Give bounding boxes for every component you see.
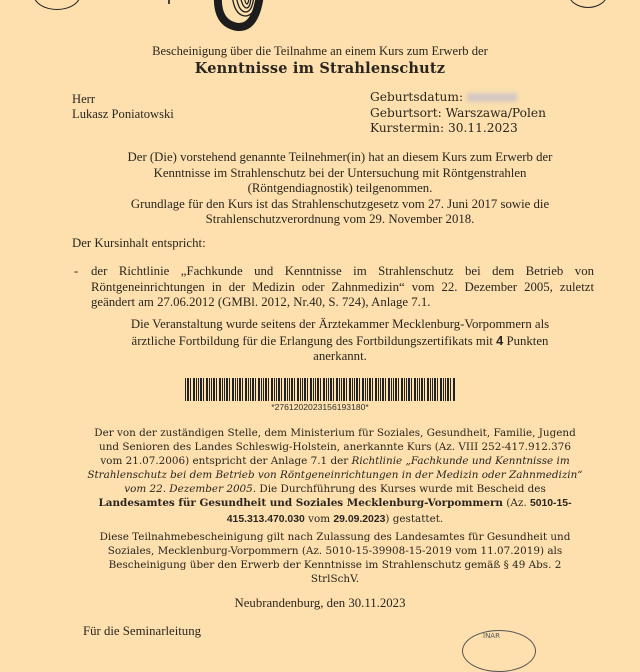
text-segment: ärztliche Fortbildung für die Erlangung des Fortbildungszertifikats mit xyxy=(131,333,497,348)
paragraph-line: Der (Die) vorstehend genannte Teilnehmer(in) hat an diesem Kurs zum Erwerb der xyxy=(127,150,553,164)
paragraph-line xyxy=(40,333,640,350)
paragraph-line: StrlSchV. xyxy=(310,573,360,586)
paragraph-line xyxy=(30,512,640,527)
salutation: Herr xyxy=(72,92,96,106)
paragraph-line: Der von der zuständigen Stelle, dem Ministerium für Soziales, Gesundheit, Familie, Jugend xyxy=(94,427,576,439)
paragraph-line xyxy=(30,454,640,468)
paragraph-line: Bescheinigung über den Erwerb der Kenntnisse im Strahlenschutz gemäß § 49 Abs. 2 xyxy=(108,559,562,572)
certificate-title: Kenntnisse im Strahlenschutz xyxy=(194,60,446,77)
participant-block xyxy=(72,92,174,122)
reference-number: 5010-15- xyxy=(529,498,572,510)
text-segment: Richtlinie „Fachkunde und Kenntnisse im xyxy=(351,455,570,468)
birth-place-value: Warszawa/Polen xyxy=(445,105,546,120)
signature-label: Für die Seminarleitung xyxy=(83,624,201,638)
text-segment: vom xyxy=(304,512,334,525)
paragraph-line xyxy=(30,496,640,511)
ministry-paragraph xyxy=(30,426,640,527)
barcode-number: *2761202023156193180* xyxy=(271,402,369,412)
bullet-text: der Richtlinie „Fachkunde und Kenntnisse im Strahlenschutz bei dem Betrieb von Röntgeneinrichtungen in der Medizin oder Zahnmedizin“ vom 22. Dezember 2005, zuletzt geändert am 27.06.2012 (GMBl. 2012, Nr.40, S. 724), Anlage 7.1. xyxy=(91,264,594,310)
left-emblem-icon xyxy=(33,0,81,10)
points-value: 4 xyxy=(496,332,504,348)
text-segment: Punkten xyxy=(503,333,549,348)
paragraph-line: Soziales, Mecklenburg-Vorpommern (Az. 5010-15-39908-15-2019 vom 11.07.2019) als xyxy=(107,545,563,558)
text-segment: (Az. xyxy=(502,497,530,510)
certificate-subtitle: Bescheinigung über die Teilnahme an einem Kurs zum Erwerb der xyxy=(152,44,488,58)
reference-number: 415.313.470.030 xyxy=(226,513,305,525)
paragraph-line: Kenntnisse im Strahlenschutz bei der Untersuchung mit Röntgenstrahlen xyxy=(153,165,527,180)
validity-paragraph xyxy=(30,530,640,586)
bullet-dash: - xyxy=(74,264,79,278)
approval-date: 29.09.2023 xyxy=(333,513,386,525)
header-mark xyxy=(168,0,170,4)
right-emblem-icon xyxy=(568,0,608,8)
details-block xyxy=(370,90,546,137)
participant-name: Lukasz Poniatowski xyxy=(72,107,174,121)
paragraph-line: (Röntgendiagnostik) teilgenommen. xyxy=(247,181,433,196)
guideline-bullet xyxy=(74,264,594,311)
authority-name: Landesamtes für Gesundheit und Soziales Mecklenburg-Vorpommern xyxy=(98,497,503,510)
text-segment: vom 21.07.2006) entspricht der Anlage 7.1 der xyxy=(100,455,352,468)
birth-place-row xyxy=(370,106,546,122)
paragraph-line: Diese Teilnahmebescheinigung gilt nach Zulassung des Landesamtes für Gesundheit und xyxy=(99,531,571,543)
paragraph-line xyxy=(30,468,640,482)
course-date-row xyxy=(370,121,546,137)
birth-place-label: Geburtsort: xyxy=(370,105,442,120)
paragraph-line: und Senioren des Landes Schleswig-Holstein, anerkannte Kurs (Az. VIII 252-417.912.376 xyxy=(99,441,571,454)
paragraph-line xyxy=(30,482,640,496)
paragraph-line: Die Veranstaltung wurde seitens der Ärztekammer Mecklenburg-Vorpommern als xyxy=(130,317,550,331)
official-seal-icon xyxy=(462,630,536,672)
birth-date-redacted xyxy=(467,93,517,102)
text-segment: Strahlenschutz bei dem Betrieb von Röntgeneinrichtungen in der Medizin oder Zahnmedizin“ xyxy=(87,469,583,482)
course-date-label: Kurstermin: xyxy=(370,121,445,135)
text-segment: ) gestattet. xyxy=(385,512,444,525)
paragraph-line: Grundlage für den Kurs ist das Strahlenschutzgesetz vom 27. Juni 2017 sowie die xyxy=(130,196,550,211)
text-segment: vom 22. Dezember 2005. xyxy=(124,483,257,496)
barcode xyxy=(185,378,455,401)
birth-date-label: Geburtsdatum: xyxy=(370,90,464,104)
paragraph-line: anerkannt. xyxy=(313,349,367,364)
paragraph-line: Strahlenschutzverordnung vom 29. November 2018. xyxy=(205,212,475,227)
place-and-date: Neubrandenburg, den 30.11.2023 xyxy=(234,596,406,610)
course-content-heading: Der Kursinhalt entspricht: xyxy=(72,236,206,250)
seal-text: INAR xyxy=(483,632,500,640)
birth-date-row xyxy=(370,90,546,106)
accreditation-paragraph xyxy=(40,317,640,365)
course-date-value: 30.11.2023 xyxy=(448,121,518,135)
text-segment: Die Durchführung des Kurses wurde mit Bescheid des xyxy=(256,483,546,496)
radiation-logo-icon xyxy=(212,0,272,38)
participation-paragraph xyxy=(40,150,640,228)
